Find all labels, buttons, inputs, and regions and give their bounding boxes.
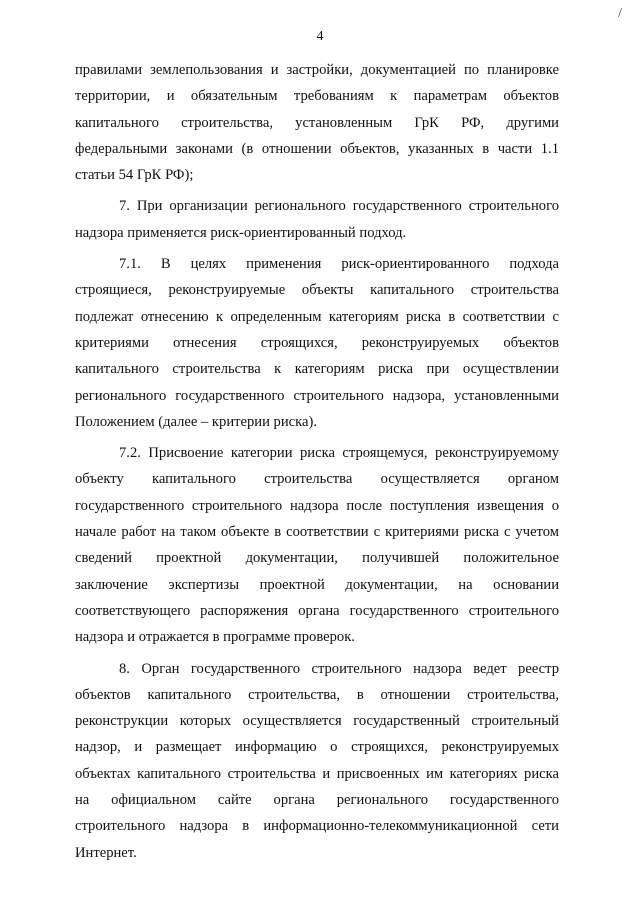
- paragraph-continuation: [75, 57, 559, 188]
- text-line: 7. При организации регионального государственного строительного: [119, 198, 559, 215]
- text-line: 8. Орган государственного строительного надзора ведет реестр: [119, 660, 559, 677]
- body-text: [75, 57, 559, 866]
- paragraph-7: [75, 193, 559, 246]
- text-line: капитального строительства, установленным ГрК РФ, другими: [75, 114, 559, 131]
- text-line: объекту капитального строительства осуществляется органом: [75, 471, 559, 488]
- text-line: Интернет.: [75, 844, 137, 861]
- paragraph-8: [75, 656, 559, 866]
- text-line: территории, и обязательным требованиям к параметрам объектов: [75, 88, 559, 105]
- text-line: капитального строительства к категориям риска при осуществлении: [75, 361, 559, 378]
- text-line: строительного надзора в информационно-телекоммуникационной сети: [75, 818, 559, 835]
- text-line: начале работ на таком объекте в соответствии с критериями риска с учетом: [75, 524, 559, 541]
- corner-mark: /: [618, 6, 622, 21]
- text-line: на официальном сайте органа регионального государственного: [75, 792, 559, 809]
- text-line: критериями отнесения строящихся, реконструируемых объектов: [75, 334, 559, 351]
- text-line: правилами землепользования и застройки, документацией по планировке: [75, 62, 559, 78]
- text-line: статьи 54 ГрК РФ);: [75, 167, 194, 184]
- text-line: федеральными законами (в отношении объектов, указанных в части 1.1: [75, 140, 559, 157]
- paragraph-7-2: [75, 440, 559, 650]
- text-line: соответствующего распоряжения органа государственного строительного: [75, 602, 559, 619]
- text-line: объектов капитального строительства, в отношении строительства,: [75, 686, 559, 703]
- text-line: заключение экспертизы проектной документации, на основании: [75, 576, 559, 593]
- text-line: 7.2. Присвоение категории риска строящемуся, реконструируемому: [119, 445, 559, 462]
- text-line: подлежат отнесению к определенным категориям риска в соответствии с: [75, 308, 559, 325]
- text-line: 7.1. В целях применения риск-ориентированного подхода: [119, 256, 559, 273]
- text-line: надзора применяется риск-ориентированный подход.: [75, 224, 407, 241]
- text-line: надзор, и размещает информацию о строящихся, реконструируемых: [75, 739, 559, 756]
- text-line: объектах капитального строительства и присвоенных им категориях риска: [75, 765, 559, 782]
- text-line: реконструкции которых осуществляется государственный строительный: [75, 713, 559, 730]
- text-line: надзора и отражается в программе проверок.: [75, 629, 355, 646]
- paragraph-7-1: [75, 251, 559, 435]
- text-line: строящиеся, реконструируемые объекты капитального строительства: [75, 282, 559, 299]
- text-line: государственного строительного надзора после поступления извещения о: [75, 497, 559, 514]
- text-line: Положением (далее – критерии риска).: [75, 413, 317, 430]
- page-number: 4: [316, 29, 324, 44]
- text-line: сведений проектной документации, получившей положительное: [75, 550, 559, 567]
- text-line: регионального государственного строительного надзора, установленными: [75, 387, 559, 404]
